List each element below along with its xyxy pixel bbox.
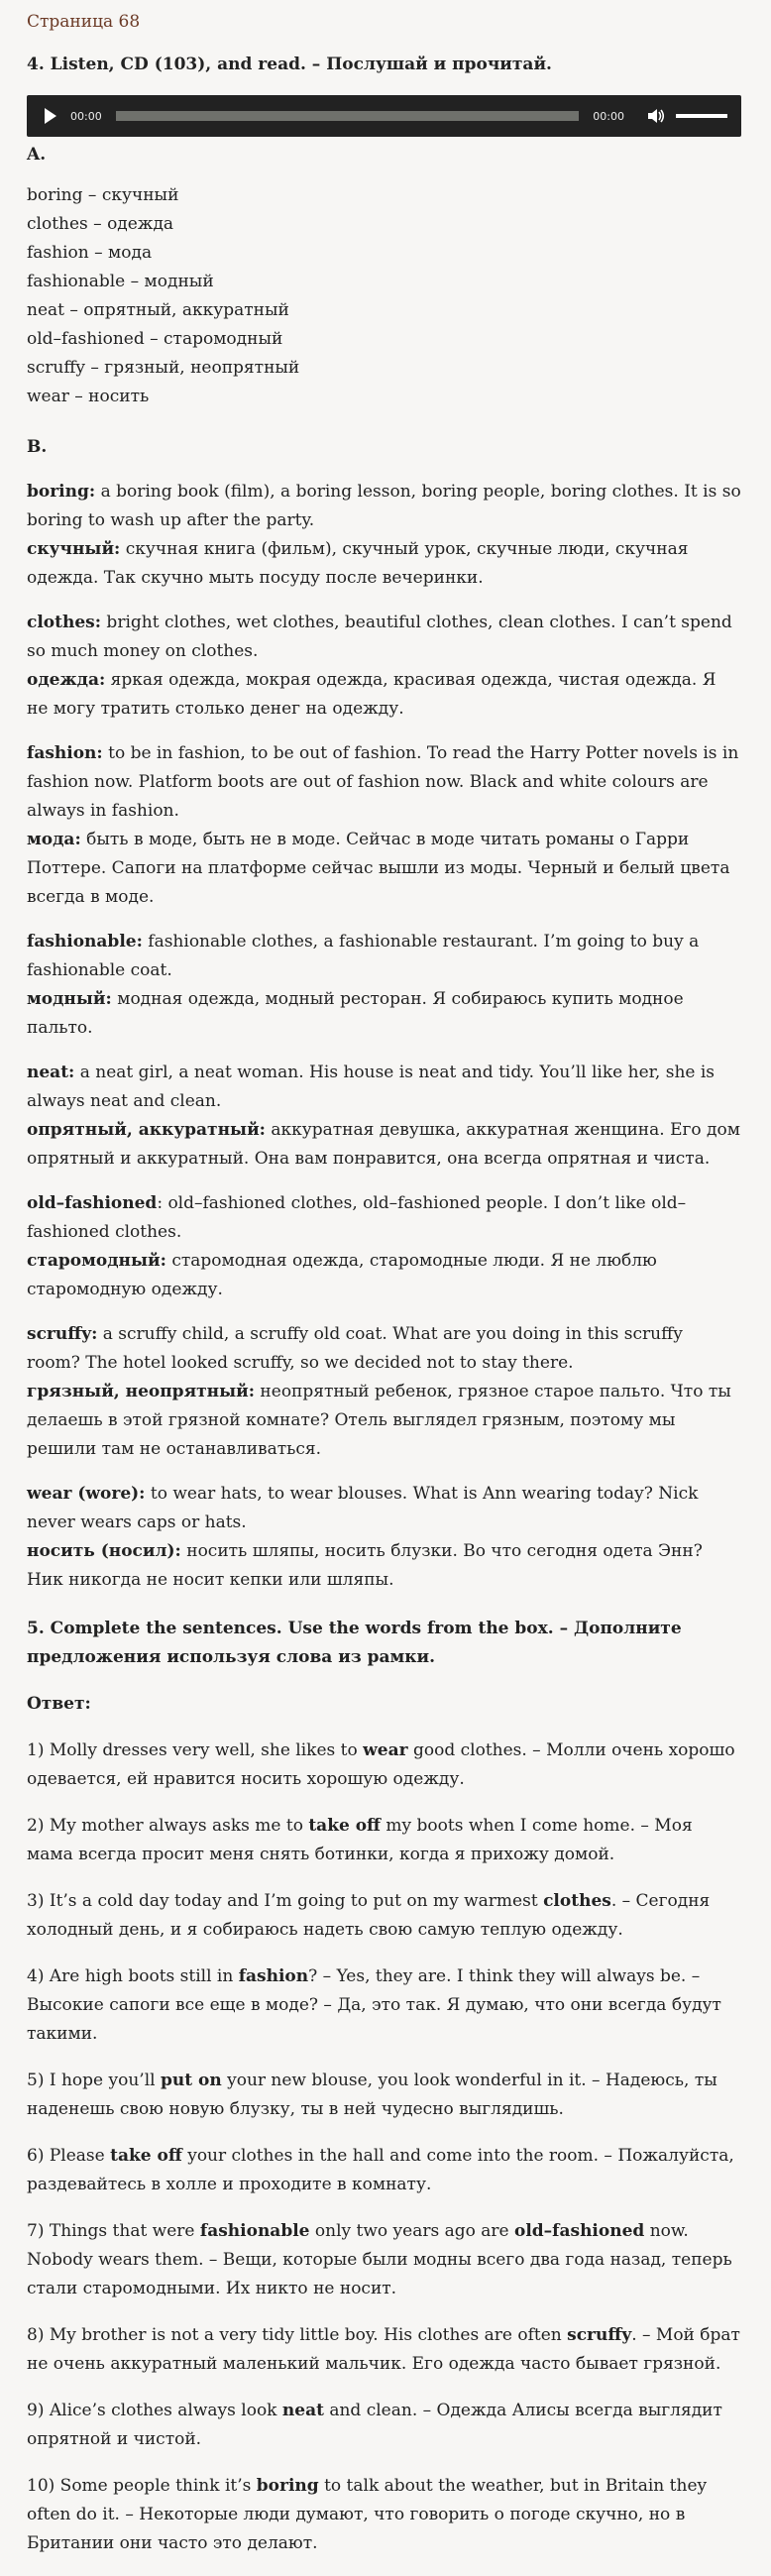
answer-item [27, 2067, 741, 2124]
answer-item [27, 2472, 741, 2558]
entry-en-text: to wear hats, to wear blouses. What is Ann wearing today? Nick never wears caps or hats. [27, 1484, 699, 1532]
volume-slider[interactable] [676, 114, 727, 118]
entry-scruffy [27, 1320, 741, 1464]
entry-ru-term: одежда: [27, 670, 106, 690]
exercise-5-heading: 5. Complete the sentences. Use the words from the box. – Дополните предложения используя слова из рамки. [27, 1619, 682, 1667]
answer-text: only two years ago are [309, 2221, 514, 2241]
entry-en [27, 928, 741, 985]
entry-en [27, 1189, 741, 1247]
answer-item [27, 1812, 741, 1869]
answer-text: 3) It’s a cold day today and I’m going to put on my warmest [27, 1891, 544, 1911]
entry-ru [27, 1537, 741, 1595]
answer-word: put on [160, 2071, 222, 2090]
entry-ru-term: старомодный: [27, 1251, 166, 1271]
page-label: Страница 68 [27, 12, 141, 32]
entry-wear [27, 1480, 741, 1595]
entry-ru-term: скучный: [27, 539, 121, 559]
entry-ru-text: яркая одежда, мокрая одежда, красивая одежда, чистая одежда. Я не могу тратить столько денег на одежду. [27, 670, 716, 719]
entry-en-term: fashionable: [27, 932, 143, 952]
entry-en [27, 1480, 741, 1537]
answer-text: 8) My brother is not a very tidy little boy. His clothes are often [27, 2325, 568, 2345]
entry-ru-text: модная одежда, модный ресторан. Я собираюсь купить модное пальто. [27, 989, 684, 1038]
entry-ru [27, 1247, 741, 1304]
current-time: 00:00 [70, 109, 102, 123]
entry-en-term: old–fashioned [27, 1193, 158, 1213]
entry-ru-term: грязный, неопрятный: [27, 1382, 256, 1401]
entry-en-term: neat: [27, 1063, 75, 1082]
entry-old-fashioned [27, 1189, 741, 1304]
answer-word: scruffy [567, 2325, 632, 2345]
entry-en [27, 1320, 741, 1378]
answer-word: fashion [238, 1966, 309, 1986]
audio-player [27, 95, 741, 137]
entry-ru-text: скучная книга (фильм), скучный урок, скучные люди, скучная одежда. Так скучно мыть посуду после вечеринки. [27, 539, 689, 588]
entry-en-text: a neat girl, a neat woman. His house is neat and tidy. You’ll like her, she is always neat and clean. [27, 1063, 716, 1111]
answer-word: clothes [543, 1891, 611, 1911]
answer-item [27, 2397, 741, 2454]
answer-item [27, 1736, 741, 1794]
entry-en [27, 739, 741, 826]
entry-ru-term: мода: [27, 830, 81, 849]
entry-en-text: a boring book (film), a boring lesson, boring people, boring clothes. It is so boring to wash up after the party. [27, 482, 741, 530]
entry-en [27, 478, 741, 535]
entry-clothes [27, 609, 741, 724]
entry-en-term: boring: [27, 482, 96, 502]
entry-en-text: to be in fashion, to be out of fashion. To read the Harry Potter novels is in fashion now. Platform boots are out of fashion now. Black and white colours are always in fashion. [27, 743, 739, 821]
answer-item [27, 2217, 741, 2303]
entry-ru [27, 1116, 741, 1174]
entry-boring [27, 478, 741, 593]
vocab-item: boring – скучный [27, 185, 179, 205]
answer-word: old–fashioned [513, 2221, 645, 2241]
entry-en-text: fashionable clothes, a fashionable restaurant. I’m going to buy a fashionable coat. [27, 932, 700, 980]
entry-en-text: a scruffy child, a scruffy old coat. What are you doing in this scruffy room? The hotel looked scruffy, so we decided not to stay there. [27, 1324, 683, 1373]
entry-ru-text: быть в моде, быть не в моде. Сейчас в моде читать романы о Гарри Поттере. Сапоги на платформе сейчас вышли из моды. Черный и белый цвета всегда в моде. [27, 830, 730, 907]
section-a-label: A. [27, 145, 47, 165]
answer-text: 5) I hope you’ll [27, 2071, 161, 2090]
entry-en [27, 609, 741, 666]
answer-text: and clean. – Одежда Алисы всегда выглядит опрятной и чистой. [27, 2401, 722, 2449]
entry-ru [27, 985, 741, 1043]
entry-ru-term: опрятный, аккуратный: [27, 1120, 266, 1140]
answer-text: your clothes in the hall and come into the room. – Пожалуйста, раздевайтесь в холле и проходите в комнату. [27, 2146, 734, 2194]
answer-word: neat [281, 2401, 324, 2420]
progress-track[interactable] [116, 111, 580, 121]
answer-word: take off [110, 2146, 182, 2166]
answer-text: now. Nobody wears them. – Вещи, которые были модны всего два года назад, теперь стали старомодными. Их никто не носит. [27, 2221, 732, 2298]
entry-ru [27, 535, 741, 593]
entry-en-term: scruffy: [27, 1324, 98, 1344]
vocab-item: old–fashioned – старомодный [27, 329, 283, 349]
total-time: 00:00 [593, 109, 624, 123]
entry-fashionable [27, 928, 741, 1043]
answer-text: your new blouse, you look wonderful in it. – Надеюсь, ты наденешь свою новую блузку, ты в ней чудесно выглядишь. [27, 2071, 717, 2119]
vocab-item: scruffy – грязный, неопрятный [27, 358, 300, 378]
answer-text: . – Сегодня холодный день, и я собираюсь надеть свою самую теплую одежду. [27, 1891, 711, 1940]
entry-en-term: fashion: [27, 743, 103, 763]
entry-ru [27, 1378, 741, 1464]
entry-ru-text: старомодная одежда, старомодные люди. Я не люблю старомодную одежду. [27, 1251, 657, 1299]
answer-word: wear [363, 1740, 408, 1760]
entry-neat [27, 1059, 741, 1174]
answer-text: 4) Are high boots still in [27, 1966, 239, 1986]
entry-en [27, 1059, 741, 1116]
answer-text: 10) Some people think it’s [27, 2476, 257, 2496]
entry-ru-text: неопрятный ребенок, грязное старое пальто. Что ты делаешь в этой грязной комнате? Отель выглядел грязным, поэтому мы решили там не останавливаться. [27, 1382, 731, 1459]
entry-en-term: clothes: [27, 613, 102, 632]
answer-text: 6) Please [27, 2146, 111, 2166]
vocab-item: wear – носить [27, 387, 150, 406]
entry-ru-term: носить (носил): [27, 1541, 181, 1561]
answer-text: 1) Molly dresses very well, she likes to [27, 1740, 364, 1760]
volume-icon[interactable] [648, 108, 666, 124]
answer-text: ? – Yes, they are. I think they will always be. – Высокие сапоги все еще в моде? – Да, это так. Я думаю, что они всегда будут такими. [27, 1966, 721, 2044]
entry-en-term: wear (wore): [27, 1484, 146, 1504]
answer-item [27, 2142, 741, 2199]
answer-text: good clothes. – Молли очень хорошо одевается, ей нравится носить хорошую одежду. [27, 1740, 735, 1789]
entry-ru [27, 666, 741, 724]
answer-word: boring [256, 2476, 319, 2496]
entry-fashion [27, 739, 741, 912]
answer-item [27, 1887, 741, 1945]
vocab-list [27, 181, 741, 411]
answer-text: 7) Things that were [27, 2221, 200, 2241]
answer-item [27, 1962, 741, 2049]
page [0, 8, 771, 2558]
entry-en-text: : old–fashioned clothes, old–fashioned people. I don’t like old–fashioned clothes. [27, 1193, 687, 1242]
vocab-item: clothes – одежда [27, 214, 174, 234]
answer-word: take off [308, 1816, 382, 1836]
vocab-item: fashionable – модный [27, 272, 214, 291]
entry-ru-text: аккуратная девушка, аккуратная женщина. Его дом опрятный и аккуратный. Она вам понравится, она всегда опрятная и чиста. [27, 1120, 740, 1169]
entry-ru-term: модный: [27, 989, 112, 1009]
answer-text: to talk about the weather, but in Britain they often do it. – Некоторые люди думают, что говорить о погоде скучно, но в Британии они часто это делают. [27, 2476, 708, 2553]
entry-en-text: bright clothes, wet clothes, beautiful clothes, clean clothes. I can’t spend so much money on clothes. [27, 613, 732, 661]
answer-label: Ответ: [27, 1694, 91, 1714]
section-b-label: B. [27, 437, 48, 457]
answer-text: my boots when I come home. – Моя мама всегда просит меня снять ботинки, когда я прихожу домой. [27, 1816, 693, 1864]
answer-text: 9) Alice’s clothes always look [27, 2401, 282, 2420]
answer-item [27, 2321, 741, 2379]
exercise-4-heading: 4. Listen, CD (103), and read. – Послушай и прочитай. [27, 55, 552, 74]
entry-ru-text: носить шляпы, носить блузки. Во что сегодня одета Энн? Ник никогда не носит кепки или шляпы. [27, 1541, 703, 1590]
answer-word: fashionable [199, 2221, 310, 2241]
vocab-item: fashion – мода [27, 243, 153, 263]
play-icon[interactable] [45, 108, 56, 124]
answer-text: . – Мой брат не очень аккуратный маленький мальчик. Его одежда часто бывает грязной. [27, 2325, 740, 2374]
vocab-item: neat – опрятный, аккуратный [27, 300, 289, 320]
answer-text: 2) My mother always asks me to [27, 1816, 309, 1836]
entry-ru [27, 826, 741, 912]
